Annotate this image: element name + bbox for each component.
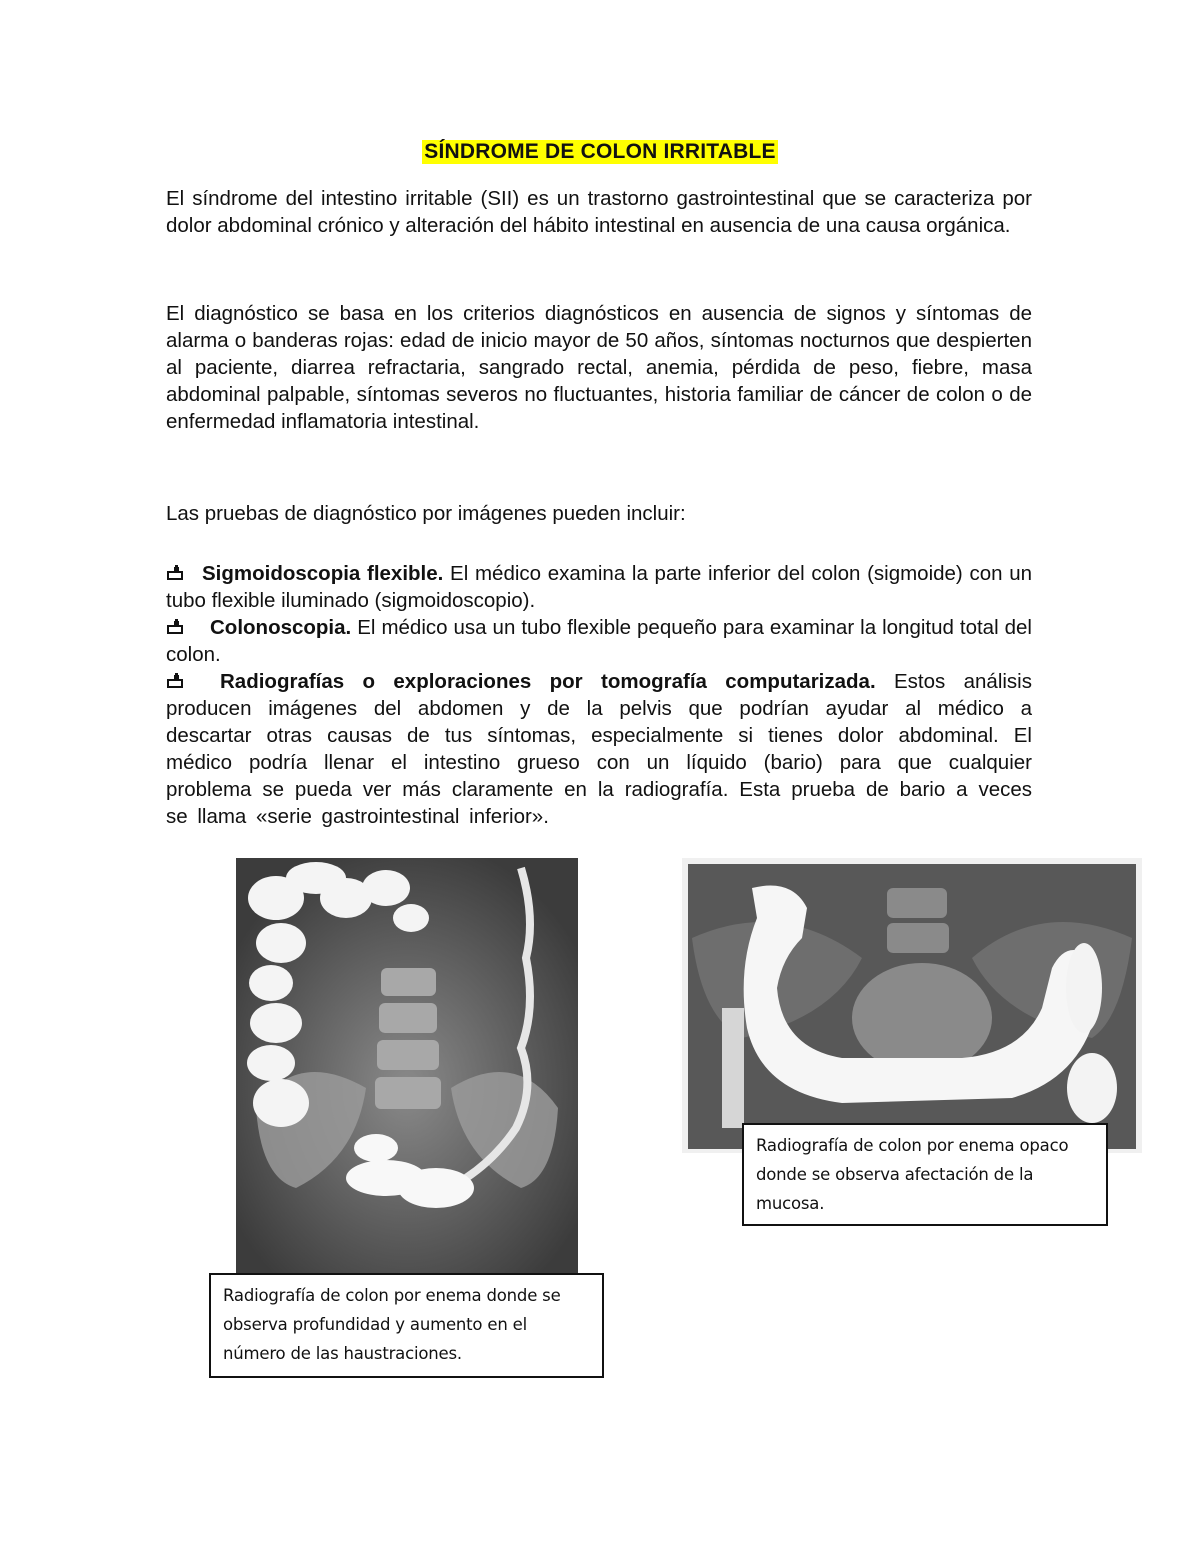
- list-item: [166, 614, 1032, 668]
- intro-paragraph: El síndrome del intestino irritable (SII) es un trastorno gastrointestinal que se caracteriza por dolor abdominal crónico y alteración del hábito intestinal en ausencia de una causa orgánica.: [166, 187, 1032, 237]
- pointing-hand-icon: [166, 565, 184, 581]
- bullet-text: El médico usa un tubo flexible pequeño para examinar la longitud total del colon.: [166, 616, 1032, 666]
- page-title: SÍNDROME DE COLON IRRITABLE: [424, 140, 776, 163]
- bullet-term: Sigmoidoscopia flexible.: [202, 562, 444, 585]
- bullet-term: Colonoscopia.: [210, 616, 352, 639]
- xray-left-drawing: [236, 858, 578, 1273]
- bullet-term: Radiografías o exploraciones por tomografía computarizada.: [220, 670, 876, 693]
- bullet-text: Estos análisis producen imágenes del abdomen y de la pelvis que podrían ayudar al médico a descartar otras causas de tus síntomas, especialmente si tienes dolor abdominal. El médico podría llenar el intestino grueso con un líquido (bario) para que cualquier problema se pueda ver más claramente en la radiografía. Esta prueba de bario a veces se llama «serie gastrointestinal inferior».: [166, 670, 1032, 828]
- diagnosis-paragraph: El diagnóstico se basa en los criterios diagnósticos en ausencia de signos y síntomas de alarma o banderas rojas: edad de inicio mayor de 50 años, síntomas nocturnos que despierten al paciente, diarrea refractaria, sangrado rectal, anemia, pérdida de peso, fiebre, masa abdominal palpable, síntomas severos no fluctuantes, historia familiar de cáncer de colon o de enfermedad inflamatoria intestinal.: [166, 302, 1032, 433]
- xray-right-drawing: [682, 858, 1142, 1153]
- xray-left-caption: Radiografía de colon por enema donde se observa profundidad y aumento en el número de las haustraciones.: [209, 1273, 604, 1378]
- imaging-intro-paragraph: Las pruebas de diagnóstico por imágenes pueden incluir:: [166, 502, 686, 525]
- list-item: [166, 560, 1032, 614]
- title-container: [0, 140, 1200, 164]
- bullet-text: El médico examina la parte inferior del colon (sigmoide) con un tubo flexible iluminado (sigmoidoscopio).: [166, 562, 1032, 612]
- xray-right-caption: Radiografía de colon por enema opaco donde se observa afectación de la mucosa.: [742, 1123, 1108, 1226]
- barium-enema-xray-image: [236, 858, 578, 1273]
- pointing-hand-icon: [166, 673, 184, 689]
- list-item: [166, 668, 1032, 830]
- imaging-tests-list: [166, 560, 1032, 830]
- pointing-hand-icon: [166, 619, 184, 635]
- contrast-enema-xray-image: [682, 858, 1142, 1153]
